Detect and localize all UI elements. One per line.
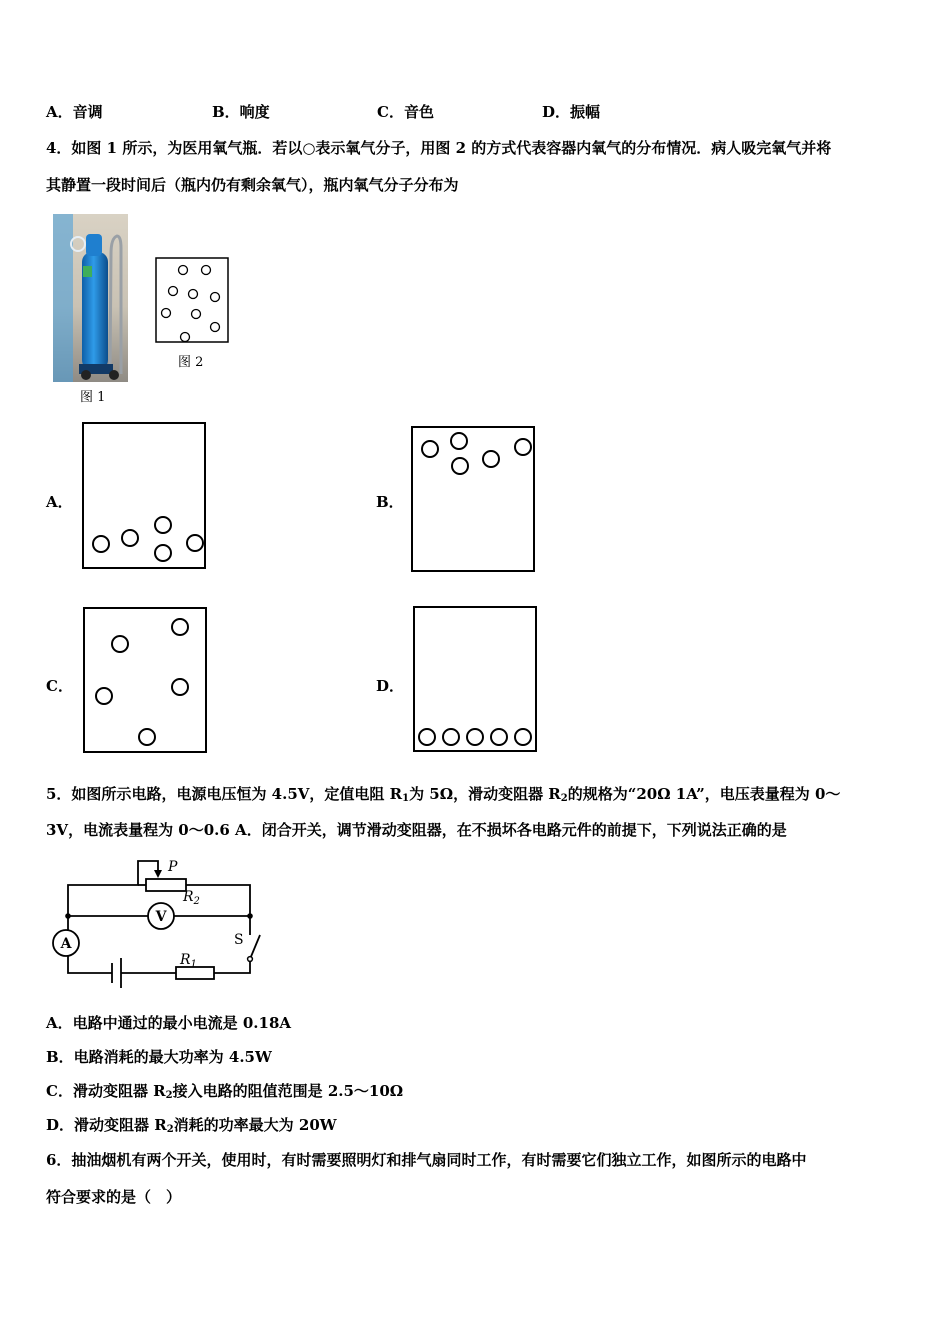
q3-option-b: B．响度 — [212, 103, 270, 121]
voltmeter-label: V — [155, 909, 167, 925]
label-p: P — [168, 859, 178, 875]
q3-option-d: D．振幅 — [542, 103, 601, 121]
q5-option-d: D．滑动变阻器 $R_2$消耗的功率最大为 20W — [46, 1116, 337, 1135]
oxygen-molecule — [139, 729, 155, 745]
q4-stem-line1: 4．如图 1 所示，为医用氧气瓶．若以○表示氧气分子，用图 2 的方式代表容器内氧气的分布情况．病人吸完氧气并将 — [46, 139, 832, 157]
oxygen-molecule — [93, 536, 109, 552]
oxygen-molecule — [162, 309, 171, 318]
oxygen-molecule — [451, 433, 467, 449]
circuit-diagram — [44, 855, 270, 998]
oxygen-molecule — [172, 619, 188, 635]
oxygen-molecule — [211, 293, 220, 302]
q4-option-c-label: C． — [46, 677, 73, 695]
oxygen-molecule — [515, 439, 531, 455]
q6-stem-line2: 符合要求的是（ ） — [46, 1188, 182, 1206]
q4-option-a-label: A． — [46, 493, 73, 511]
oxygen-molecule — [96, 688, 112, 704]
oxygen-cylinder-photo — [53, 214, 128, 382]
q4-option-b-label: B． — [376, 493, 404, 511]
q5-stem-line2: 3V，电流表量程为 0～0.6 A．闭合开关，调节滑动变阻器，在不损坏各电路元件的前提下，下列说法正确的是 — [46, 821, 787, 839]
switch-label: S — [234, 932, 244, 948]
figure2-molecule-box — [155, 257, 229, 343]
q4-option-b-box — [411, 426, 535, 572]
q4-option-d-box — [413, 606, 537, 752]
oxygen-molecule — [483, 451, 499, 467]
q5-stem-line1: 5．如图所示电路，电源电压恒为 4.5V，定值电阻 $R_1$为 5Ω，滑动变阻器 $R_2$的规格为“20Ω 1A”，电压表量程为 0～ — [46, 785, 841, 804]
oxygen-molecule — [172, 679, 188, 695]
q5-option-c: C．滑动变阻器 $R_2$接入电路的阻值范围是 2.5～10Ω — [46, 1082, 404, 1101]
oxygen-molecule — [422, 441, 438, 457]
figure1-caption: 图 1 — [80, 390, 106, 405]
figure2-caption: 图 2 — [178, 355, 204, 370]
oxygen-molecule — [179, 266, 188, 275]
oxygen-molecule — [491, 729, 507, 745]
q6-stem-line1: 6．抽油烟机有两个开关，使用时，有时需要照明灯和排气扇同时工作，有时需要它们独立工作，如图所示的电路中 — [46, 1151, 807, 1169]
q4-option-c-box — [83, 607, 207, 753]
q5-option-a: A．电路中通过的最小电流是 0.18A — [46, 1014, 292, 1032]
oxygen-molecule — [155, 517, 171, 533]
q3-option-c: C．音色 — [377, 103, 434, 121]
q3-option-a: A．音调 — [46, 103, 103, 121]
label-r1: $R_1$ — [180, 952, 197, 970]
q4-stem-line2: 其静置一段时间后（瓶内仍有剩余氧气），瓶内氧气分子分布为 — [46, 176, 459, 194]
q5-option-b: B．电路消耗的最大功率为 4.5W — [46, 1048, 272, 1066]
ammeter-label: A — [60, 936, 72, 952]
oxygen-molecule — [189, 290, 198, 299]
oxygen-molecule — [122, 530, 138, 546]
oxygen-molecule — [169, 287, 178, 296]
oxygen-molecule — [155, 545, 171, 561]
oxygen-molecule — [112, 636, 128, 652]
oxygen-molecule — [211, 323, 220, 332]
oxygen-molecule — [202, 266, 211, 275]
oxygen-molecule — [419, 729, 435, 745]
oxygen-molecule — [452, 458, 468, 474]
oxygen-molecule — [192, 310, 201, 319]
oxygen-molecule — [443, 729, 459, 745]
label-r2: $R_2$ — [183, 889, 200, 907]
q4-option-d-label: D． — [376, 677, 405, 695]
oxygen-molecule — [515, 729, 531, 745]
oxygen-molecule — [187, 535, 203, 551]
q4-option-a-box — [82, 422, 206, 569]
oxygen-molecule — [181, 333, 190, 342]
oxygen-molecule — [467, 729, 483, 745]
